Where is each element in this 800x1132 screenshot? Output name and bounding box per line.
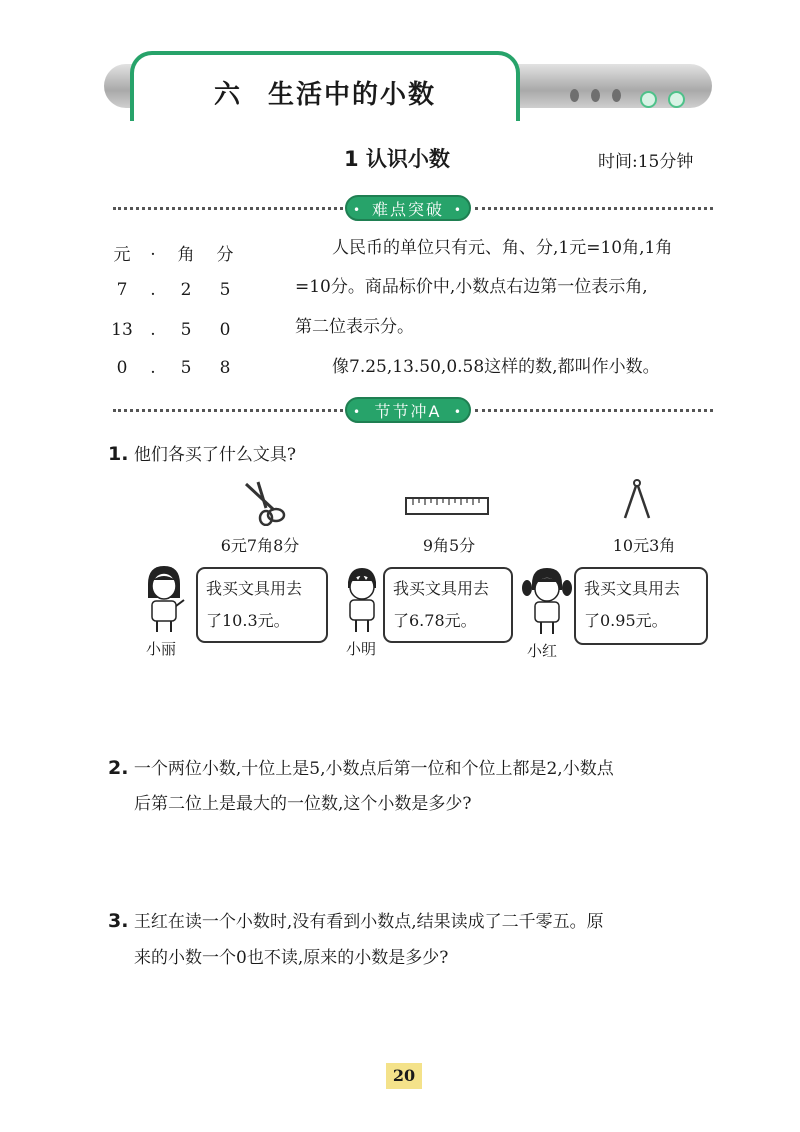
table-cell: 0 bbox=[116, 358, 128, 378]
page-number: 20 bbox=[386, 1063, 422, 1089]
question-3-line-2: 来的小数一个0也不读,原来的小数是多少? bbox=[134, 948, 449, 968]
chapter-title bbox=[130, 74, 520, 111]
table-cell: 角 bbox=[177, 245, 195, 265]
question-number: 2. bbox=[108, 757, 129, 779]
explain-line-2: =10分。商品标价中,小数点右边第一位表示角, bbox=[295, 277, 648, 297]
kid-name: 小红 bbox=[527, 642, 558, 660]
dotted-divider bbox=[475, 207, 713, 210]
question-text: 他们各买了什么文具? bbox=[133, 445, 296, 465]
table-cell: . bbox=[150, 320, 156, 340]
price-label: 6元7角8分 bbox=[220, 536, 300, 555]
section-label-jiejiechong: • 节节冲A • bbox=[345, 397, 471, 423]
table-cell: 5 bbox=[180, 320, 192, 340]
table-cell: 5 bbox=[180, 358, 192, 378]
girl-xiaohong-icon bbox=[522, 566, 572, 636]
table-cell: . bbox=[150, 358, 156, 378]
dotted-divider bbox=[113, 207, 343, 210]
question-text: 王红在读一个小数时,没有看到小数点,结果读成了二千零五。原 bbox=[133, 912, 604, 932]
question-number: 3. bbox=[108, 910, 129, 932]
chapter-name: 生活中的小数 bbox=[268, 80, 437, 110]
decor-ring-icon bbox=[668, 91, 685, 108]
price-label: 9角5分 bbox=[422, 536, 476, 555]
bubble-line: 了6.78元。 bbox=[393, 611, 477, 630]
bubble-line: 我买文具用去 bbox=[393, 579, 490, 598]
scissors-icon bbox=[240, 480, 290, 526]
speech-bubble bbox=[383, 567, 513, 643]
ruler-icon bbox=[405, 496, 489, 516]
explain-line-1: 人民币的单位只有元、角、分,1元=10角,1角 bbox=[332, 238, 673, 258]
table-cell: 7 bbox=[116, 280, 128, 300]
table-cell: 分 bbox=[216, 245, 234, 265]
bubble-line: 了10.3元。 bbox=[206, 611, 290, 630]
table-cell: 8 bbox=[219, 358, 231, 378]
table-cell: . bbox=[150, 280, 156, 300]
question-2-line-2: 后第二位上是最大的一位数,这个小数是多少? bbox=[134, 794, 472, 814]
table-cell: 2 bbox=[180, 280, 192, 300]
bubble-line: 我买文具用去 bbox=[584, 579, 681, 598]
kid-name: 小明 bbox=[346, 640, 377, 658]
decor-dot-icon bbox=[612, 89, 621, 102]
table-cell: 元 bbox=[113, 245, 131, 265]
bubble-line: 我买文具用去 bbox=[206, 579, 303, 598]
dotted-divider bbox=[475, 409, 713, 412]
decor-dot-icon bbox=[591, 89, 600, 102]
decor-dot-icon bbox=[570, 89, 579, 102]
table-cell: 13 bbox=[111, 320, 133, 340]
table-cell: . bbox=[150, 240, 156, 260]
speech-bubble bbox=[574, 567, 708, 645]
section-label-nandian: • 难点突破 • bbox=[345, 195, 471, 221]
lesson-title: 1 认识小数 bbox=[344, 147, 450, 171]
compass-icon bbox=[620, 478, 654, 522]
kid-name: 小丽 bbox=[146, 640, 177, 658]
table-cell: 0 bbox=[219, 320, 231, 340]
speech-bubble bbox=[196, 567, 328, 643]
question-2 bbox=[108, 750, 614, 787]
question-1 bbox=[108, 436, 296, 473]
bubble-line: 了0.95元。 bbox=[584, 611, 668, 630]
explain-line-3: 第二位表示分。 bbox=[295, 317, 414, 337]
question-text: 一个两位小数,十位上是5,小数点后第一位和个位上都是2,小数点 bbox=[133, 759, 614, 779]
dotted-divider bbox=[113, 409, 343, 412]
price-label: 10元3角 bbox=[612, 536, 676, 555]
chapter-number: 六 bbox=[213, 80, 242, 110]
explain-line-4: 像7.25,13.50,0.58这样的数,都叫作小数。 bbox=[332, 357, 660, 377]
table-cell: 5 bbox=[219, 280, 231, 300]
boy-xiaoming-icon bbox=[338, 566, 386, 634]
question-number: 1. bbox=[108, 443, 129, 465]
time-label: 时间:15分钟 bbox=[598, 152, 694, 172]
decor-ring-icon bbox=[640, 91, 657, 108]
girl-xiaoli-icon bbox=[140, 564, 188, 634]
question-3 bbox=[108, 903, 604, 940]
